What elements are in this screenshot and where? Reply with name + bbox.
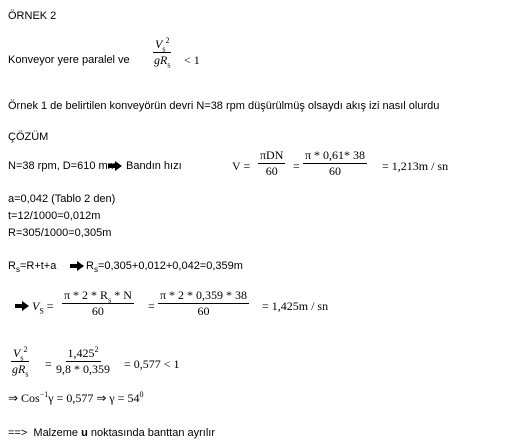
- ratio-fraction-2: [54, 347, 112, 376]
- conclusion-point: u: [81, 427, 88, 439]
- cos-deg: 0: [139, 390, 144, 399]
- belt-speed-result: = 1,213m / sn: [382, 159, 449, 173]
- condition-fraction: [152, 36, 172, 70]
- rs-definition: =R+t+a: [19, 260, 57, 272]
- ratio-num: V: [13, 346, 21, 360]
- belt-speed-eq: =: [293, 159, 300, 173]
- ratio-den-sub: s: [25, 369, 29, 379]
- vs-lhs: [32, 299, 54, 316]
- cos-sup: −1: [39, 390, 49, 399]
- cos-post: γ = 0,577 ⇒ γ = 54: [48, 391, 140, 405]
- condition-num: V: [155, 37, 163, 51]
- ratio-num-sub: s: [20, 353, 24, 363]
- vs-frac1-num-sub: s: [108, 295, 112, 305]
- t-value-line: t=12/1000=0,012m: [8, 210, 101, 222]
- condition-den: gR: [154, 53, 168, 67]
- belt-speed-lhs: V =: [232, 159, 251, 173]
- vs-symbol: V: [32, 299, 40, 313]
- rs-sub-2: s: [93, 265, 98, 275]
- cos-equation: [8, 391, 143, 405]
- vs-frac1-num: π * 2 * R: [64, 288, 109, 302]
- condition-text: Konveyor yere paralel ve: [8, 54, 130, 66]
- ratio-num-sup: 2: [23, 345, 28, 354]
- ratio-frac2-num-sup: 2: [94, 345, 99, 354]
- conclusion-arrow: ==>: [8, 427, 28, 439]
- belt-speed-frac1-num: πDN: [260, 148, 284, 162]
- vs-eq: =: [46, 299, 54, 313]
- conclusion-text-1: Malzeme: [33, 427, 79, 439]
- condition-den-sub: s: [167, 60, 171, 70]
- cos-pre: ⇒ Cos: [8, 391, 40, 405]
- example-title: ÖRNEK 2: [8, 10, 57, 22]
- belt-speed-frac1-den: 60: [265, 164, 278, 178]
- conclusion-line: [8, 427, 215, 440]
- vs-fraction-2: [158, 289, 249, 318]
- conclusion-text-2: noktasında banttan ayrılır: [90, 427, 216, 439]
- ratio-eq: =: [45, 357, 52, 371]
- solution-heading: ÇÖZÜM: [8, 131, 49, 143]
- belt-speed-label: Bandın hızı: [126, 160, 182, 172]
- vs-frac2-den: 60: [197, 304, 210, 318]
- vs-frac2-num: π * 2 * 0,359 * 38: [160, 288, 248, 302]
- ratio-result: = 0,577 < 1: [124, 357, 180, 371]
- belt-speed-frac2-den: 60: [329, 164, 342, 178]
- r-value-line: R=305/1000=0,305m: [8, 227, 112, 239]
- belt-speed-frac2-num: π * 0,61* 38: [305, 148, 366, 162]
- condition-num-sup: 2: [165, 36, 170, 45]
- rs-symbol-2: R: [86, 260, 94, 272]
- rs-calculation: [86, 260, 243, 273]
- ratio-den: gR: [12, 362, 26, 376]
- ratio-frac2-den: 9,8 * 0,359: [56, 362, 110, 376]
- vs-frac1-num-rest: * N: [111, 288, 132, 302]
- vs-frac1-den: 60: [91, 304, 104, 318]
- ratio-frac2-num: 1,425: [67, 346, 95, 360]
- ratio-fraction-1: [10, 345, 30, 379]
- question-text: Örnek 1 de belirtilen konveyörün devri N=38 rpm düşürülmüş olsaydı akış izi nasıl olurdu: [8, 100, 440, 112]
- a-value-line: a=0,042 (Tablo 2 den): [8, 193, 116, 205]
- given-values: N=38 rpm, D=610 mm: [8, 160, 117, 172]
- vs-fraction-1: [62, 289, 134, 318]
- rs-symbol: R: [8, 260, 16, 272]
- condition-rhs: < 1: [184, 53, 200, 67]
- vs-eq-2: =: [148, 299, 155, 313]
- rs-formula: [8, 260, 56, 273]
- vs-result: = 1,425m / sn: [262, 299, 329, 313]
- condition-num-sub: s: [162, 44, 166, 54]
- belt-speed-fraction-1: [258, 149, 285, 178]
- rs-value: =0,305+0,012+0,042=0,359m: [97, 260, 243, 272]
- belt-speed-fraction-2: [303, 149, 367, 178]
- vs-sub: S: [39, 306, 44, 316]
- rs-sub: s: [15, 265, 20, 275]
